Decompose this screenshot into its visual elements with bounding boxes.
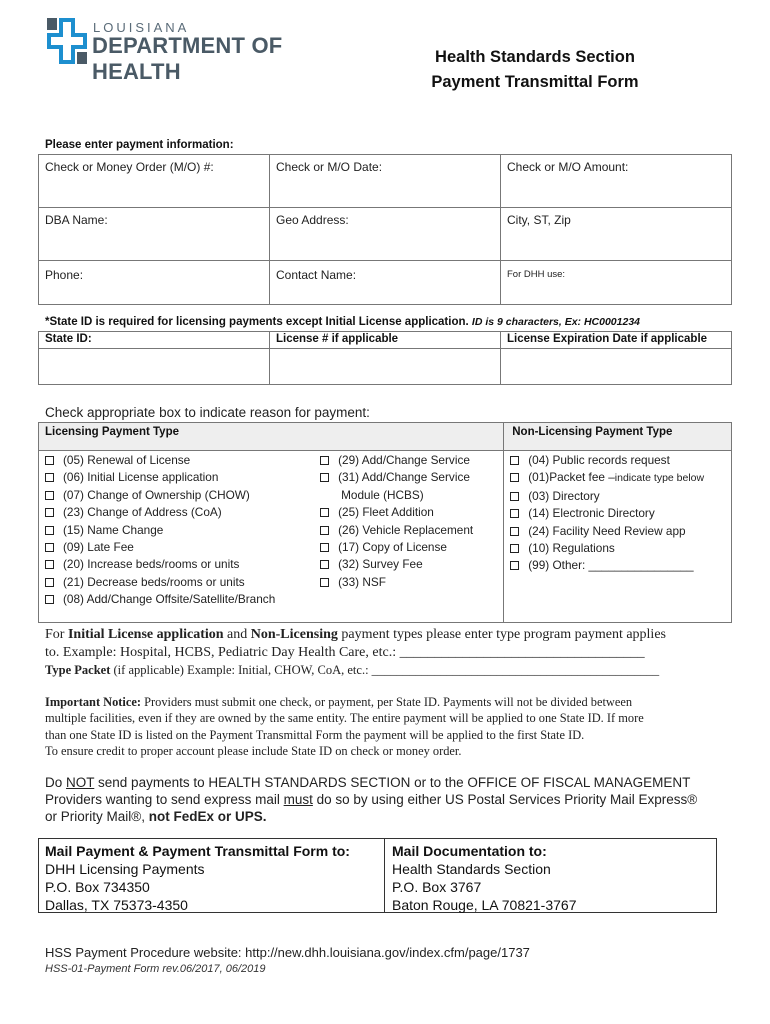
packet-fee-note: indicate type below <box>614 472 705 485</box>
checkbox-04[interactable] <box>510 456 519 465</box>
program-text-e: payment types please enter type program payment applies <box>337 627 666 642</box>
program-type-line2[interactable]: to. Example: Hospital, HCBS, Pediatric Day Health Care, etc.: ___________________________________ <box>45 645 645 660</box>
licensing-col2 <box>316 451 504 623</box>
geo-address-label: Geo Address: <box>276 213 349 227</box>
checkbox-14[interactable] <box>510 509 519 518</box>
check-amount-field[interactable] <box>501 155 732 208</box>
checkbox-29[interactable] <box>320 456 329 465</box>
checkbox-23[interactable] <box>45 508 54 517</box>
checkbox-item-03[interactable] <box>510 488 725 505</box>
payment-mail-line2: P.O. Box 734350 <box>45 879 150 895</box>
reason-prompt: Check appropriate box to indicate reason for payment: <box>45 405 370 420</box>
checkbox-25[interactable] <box>320 508 329 517</box>
check-number-field[interactable] <box>39 155 270 208</box>
type-packet-label: Type Packet <box>45 663 111 677</box>
state-id-format-hint: ID is 9 characters, Ex: HC0001234 <box>471 316 641 328</box>
checkbox-label-05: (05) Renewal of License <box>63 453 191 467</box>
notice-line4: To ensure credit to proper account please include State ID on check or money order. <box>45 744 462 759</box>
program-text-and: and <box>223 627 251 642</box>
documentation-mail-header: Mail Documentation to: <box>392 843 547 859</box>
payment-mail-header: Mail Payment & Payment Transmittal Form to: <box>45 843 350 859</box>
mail-warning <box>45 775 697 825</box>
checkbox-label-04: (04) Public records request <box>528 453 670 467</box>
procedure-website[interactable]: HSS Payment Procedure website: http://new.dhh.louisiana.gov/index.cfm/page/1737 <box>45 945 530 960</box>
checkbox-item-05[interactable] <box>45 452 310 469</box>
licensing-type-header: Licensing Payment Type <box>39 423 504 451</box>
checkbox-item-01[interactable] <box>510 469 725 487</box>
checkbox-item-21[interactable] <box>45 574 310 591</box>
form-title: Payment Transmittal Form <box>431 73 639 91</box>
state-id-table <box>38 331 732 385</box>
licensing-col1 <box>39 451 317 623</box>
section-title: Health Standards Section <box>435 48 635 66</box>
checkbox-10[interactable] <box>510 544 519 553</box>
checkbox-05[interactable] <box>45 456 54 465</box>
checkbox-label-99: (99) Other: ________________ <box>528 558 694 573</box>
checkbox-label-20: (20) Increase beds/rooms or units <box>63 557 240 572</box>
documentation-mail-line2: P.O. Box 3767 <box>392 879 482 895</box>
checkbox-20[interactable] <box>45 560 54 569</box>
type-packet-line[interactable] <box>45 663 659 678</box>
license-number-header: License # if applicable <box>270 332 501 349</box>
dhh-use-label: For DHH use: <box>507 269 566 280</box>
checkbox-item-26[interactable] <box>320 522 503 539</box>
checkbox-item-17[interactable] <box>320 539 503 556</box>
geo-address-field[interactable] <box>270 208 501 261</box>
license-expiration-header: License Expiration Date if applicable <box>501 332 732 349</box>
checkbox-item-08[interactable] <box>45 591 310 608</box>
checkbox-item-10[interactable] <box>510 540 725 557</box>
checkbox-label-01: (01)Packet fee – <box>528 470 615 485</box>
checkbox-label-10: (10) Regulations <box>528 541 615 556</box>
state-id-header: State ID: <box>39 332 270 349</box>
program-text-nonlicensing: Non-Licensing <box>250 627 338 642</box>
payment-info-table <box>38 154 732 305</box>
checkbox-item-31[interactable] <box>320 469 503 486</box>
checkbox-07[interactable] <box>45 491 54 500</box>
checkbox-label-06: (06) Initial License application <box>63 470 219 485</box>
checkbox-99[interactable] <box>510 561 519 570</box>
notice-line3: than one State ID is listed on the Payment Transmittal Form the payment will be applied to the first State ID. <box>45 727 585 742</box>
phone-label: Phone: <box>45 268 84 282</box>
city-state-zip-field[interactable] <box>501 208 732 261</box>
type-packet-text: (if applicable) Example: Initial, CHOW, CoA, etc.: ______________________________________________ <box>110 663 660 677</box>
mail-addresses-box <box>38 838 717 913</box>
checkbox-label-21: (21) Decrease beds/rooms or units <box>63 574 245 589</box>
program-text-a: For <box>45 627 68 642</box>
warning-express-must: must <box>283 791 313 807</box>
nonlicensing-type-header: Non-Licensing Payment Type <box>504 423 732 451</box>
check-date-field[interactable] <box>270 155 501 208</box>
checkbox-label-32: (32) Survey Fee <box>338 557 423 572</box>
health-cross-logo-icon <box>47 18 87 64</box>
reason-table <box>38 422 732 623</box>
check-amount-label: Check or M/O Amount: <box>507 160 629 174</box>
documentation-mail-line1: Health Standards Section <box>392 861 551 877</box>
checkbox-label-25: (25) Fleet Addition <box>338 505 434 520</box>
warning-express-c: do so by using either US Postal Services Priority Mail Express® <box>312 791 698 807</box>
logo-state-text: LOUISIANA <box>93 20 190 35</box>
checkbox-label-26: (26) Vehicle Replacement <box>338 522 474 537</box>
notice-label: Important Notice: <box>45 695 142 709</box>
checkbox-31[interactable] <box>320 473 329 482</box>
license-number-input[interactable] <box>270 349 501 385</box>
contact-name-label: Contact Name: <box>276 268 357 282</box>
state-id-input[interactable] <box>39 349 270 385</box>
important-notice <box>45 694 735 760</box>
payment-info-label: Please enter payment information: <box>45 139 234 151</box>
program-text-initial: Initial License application <box>67 627 224 642</box>
checkbox-label-08: (08) Add/Change Offsite/Satellite/Branch <box>63 592 276 607</box>
license-expiration-input[interactable] <box>501 349 732 385</box>
check-number-label: Check or Money Order (M/O) #: <box>45 160 214 174</box>
checkbox-08[interactable] <box>45 595 54 604</box>
checkbox-33[interactable] <box>320 578 329 587</box>
checkbox-item-20[interactable] <box>45 556 310 573</box>
checkbox-item-25[interactable] <box>320 504 503 521</box>
checkbox-item-07[interactable] <box>45 487 310 504</box>
checkbox-item-24[interactable] <box>510 523 725 540</box>
city-state-zip-label: City, ST, Zip <box>507 213 571 227</box>
checkbox-17[interactable] <box>320 543 329 552</box>
dba-name-label: DBA Name: <box>45 213 108 227</box>
checkbox-06[interactable] <box>45 473 54 482</box>
dba-name-field[interactable] <box>39 208 270 261</box>
payment-mail-address <box>39 839 385 912</box>
checkbox-label-03: (03) Directory <box>528 488 600 503</box>
checkbox-item-33[interactable] <box>320 574 503 591</box>
checkbox-item-29[interactable] <box>320 452 503 469</box>
dept-logo <box>47 18 337 84</box>
checkbox-label-17: (17) Copy of License <box>338 540 447 555</box>
checkbox-21[interactable] <box>45 578 54 587</box>
checkbox-label-15: (15) Name Change <box>63 522 164 537</box>
checkbox-01[interactable] <box>510 473 519 482</box>
checkbox-item-09[interactable] <box>45 539 310 556</box>
checkbox-03[interactable] <box>510 492 519 501</box>
checkbox-15[interactable] <box>45 526 54 535</box>
notice-line2: multiple facilities, even if they are owned by the same entity. The entire payment will be applied to one State ID. If more <box>45 711 644 726</box>
checkbox-label-14: (14) Electronic Directory <box>528 506 655 521</box>
checkbox-item-99[interactable] <box>510 557 725 574</box>
checkbox-label-24: (24) Facility Need Review app <box>528 523 686 538</box>
payment-mail-line1: DHH Licensing Payments <box>45 861 205 877</box>
program-type-line1 <box>45 627 666 643</box>
warning-priority-a: or Priority Mail®, <box>45 808 149 824</box>
contact-name-field[interactable] <box>270 261 501 305</box>
dhh-use-field <box>501 261 732 305</box>
warning-text-a: Do <box>45 775 67 790</box>
nonlicensing-col <box>504 451 732 623</box>
logo-dept-text: DEPARTMENT OF HEALTH <box>92 33 283 84</box>
checkbox-item-06[interactable] <box>45 469 310 486</box>
checkbox-label-31: (31) Add/Change Service <box>338 470 470 485</box>
form-revision: HSS-01-Payment Form rev.06/2017, 06/2019 <box>45 963 266 975</box>
checkbox-24[interactable] <box>510 527 519 536</box>
warning-no-fedex: not FedEx or UPS. <box>148 808 267 824</box>
checkbox-label-33: (33) NSF <box>338 574 386 589</box>
state-id-requirement: *State ID is required for licensing payments except Initial License application. <box>45 316 469 328</box>
checkbox-item-04[interactable] <box>510 452 725 469</box>
phone-field[interactable] <box>39 261 270 305</box>
documentation-mail-line3: Baton Rouge, LA 70821-3767 <box>392 897 577 913</box>
checkbox-32[interactable] <box>320 560 329 569</box>
checkbox-label-23: (23) Change of Address (CoA) <box>63 505 222 520</box>
checkbox-09[interactable] <box>45 543 54 552</box>
checkbox-label-07: (07) Change of Ownership (CHOW) <box>63 487 250 502</box>
checkbox-item-15[interactable] <box>45 522 310 539</box>
check-date-label: Check or M/O Date: <box>276 160 383 174</box>
checkbox-item-23[interactable] <box>45 504 310 521</box>
notice-line1: Providers must submit one check, or payment, per State ID. Payments will not be divided between <box>141 695 633 709</box>
state-id-note <box>45 316 640 328</box>
warning-text-not: NOT <box>66 775 95 790</box>
checkbox-item-32[interactable] <box>320 556 503 573</box>
documentation-mail-address <box>386 839 716 912</box>
warning-text-c: send payments to HEALTH STANDARDS SECTION or to the OFFICE OF FISCAL MANAGEMENT <box>94 775 691 790</box>
checkbox-label-29: (29) Add/Change Service <box>338 453 470 467</box>
payment-mail-line3: Dallas, TX 75373-4350 <box>45 897 188 913</box>
checkbox-label-09: (09) Late Fee <box>63 540 134 555</box>
checkbox-item-14[interactable] <box>510 505 725 522</box>
warning-express-a: Providers wanting to send express mail <box>45 791 284 807</box>
checkbox-label-31-cont: Module (HCBS) <box>341 487 424 502</box>
checkbox-26[interactable] <box>320 526 329 535</box>
